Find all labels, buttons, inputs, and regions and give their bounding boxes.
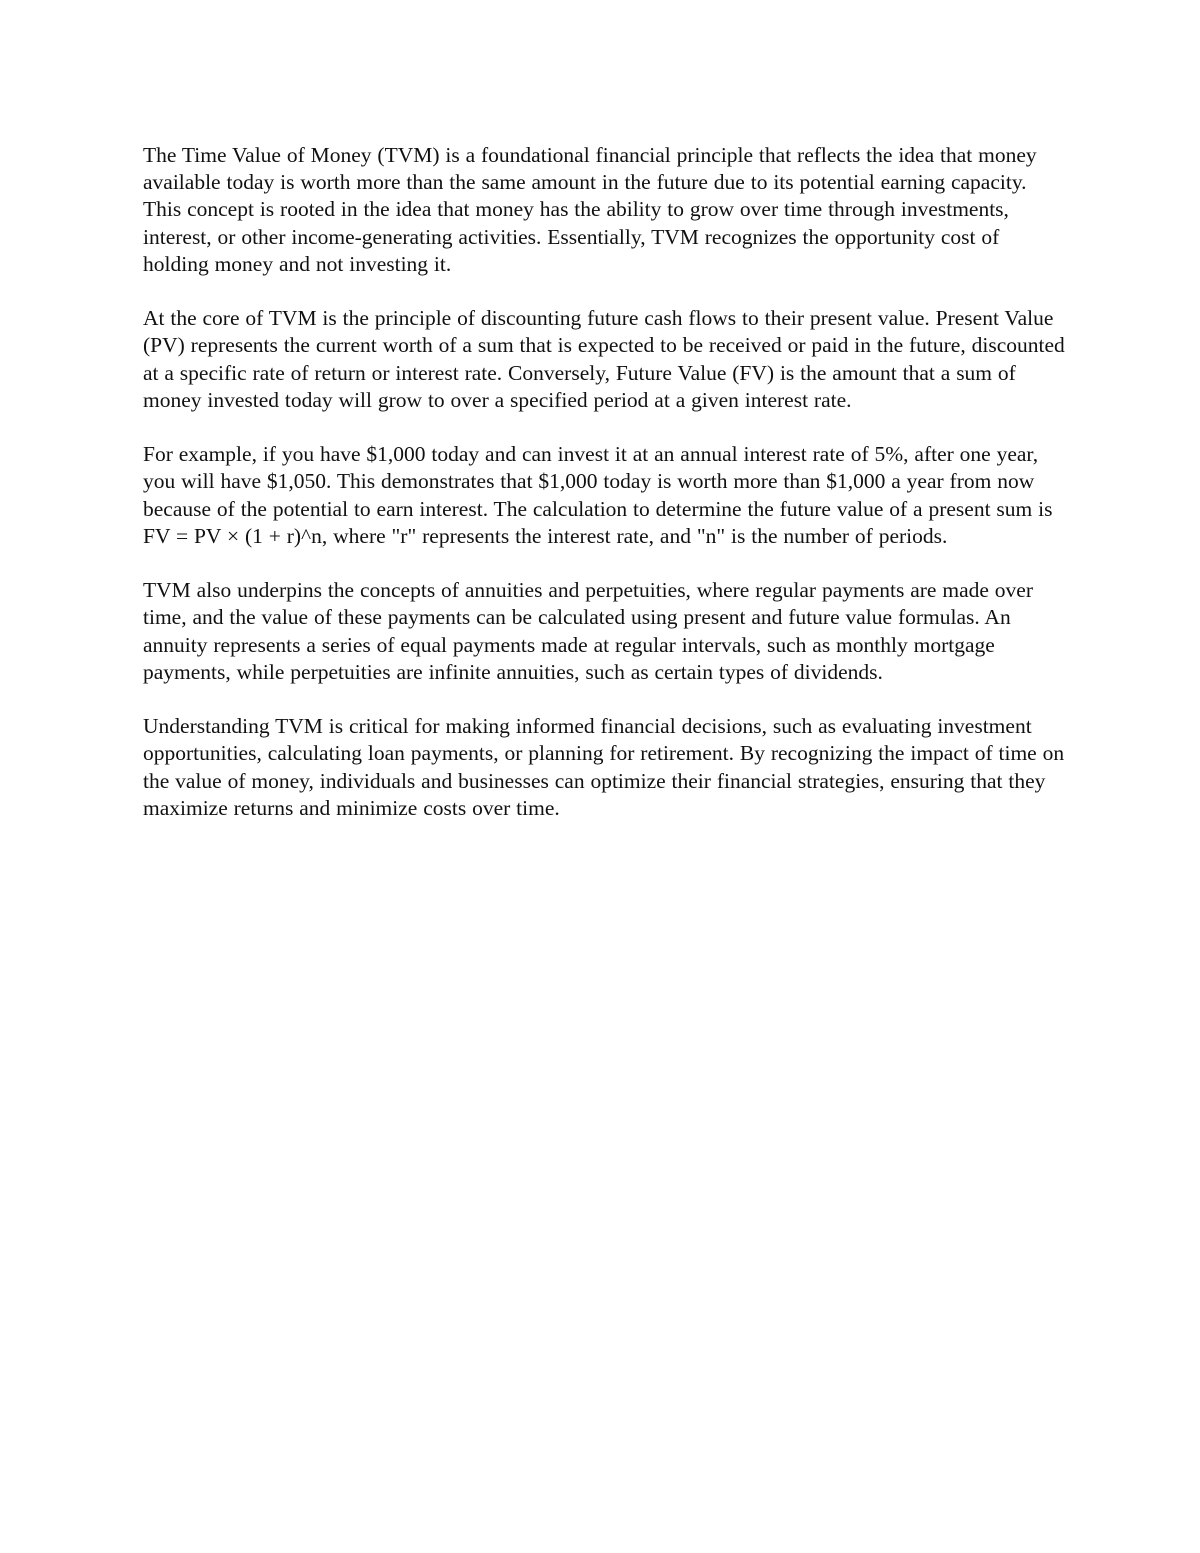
paragraph-example: For example, if you have $1,000 today and can invest it at an annual interest rate of 5%, after one year, you will have $1,050. This demonstrates that $1,000 today is worth more than $1,000 a year from now because of the potential to earn interest. The calculation to determine the future value of a present sum is FV = PV × (1 + r)^n, where "r" represents the interest rate, and "n" is the number of periods.	[143, 442, 1053, 548]
document-body	[143, 142, 1068, 849]
paragraph-conclusion: Understanding TVM is critical for making informed financial decisions, such as evaluating investment opportunities, calculating loan payments, or planning for retirement. By recognizing the impact of time on the value of money, individuals and businesses can optimize their financial strategies, ensuring that they maximize returns and minimize costs over time.	[143, 714, 1065, 820]
paragraph-intro: The Time Value of Money (TVM) is a foundational financial principle that reflects the idea that money available today is worth more than the same amount in the future due to its potential earning capacity. This concept is rooted in the idea that money has the ability to grow over time through investments, interest, or other income-generating activities. Essentially, TVM recognizes the opportunity cost of holding money and not investing it.	[143, 143, 1037, 276]
paragraph-present-value: At the core of TVM is the principle of discounting future cash flows to their present value. Present Value (PV) represents the current worth of a sum that is expected to be received or paid in the future, discounted at a specific rate of return or interest rate. Conversely, Future Value (FV) is the amount that a sum of money invested today will grow to over a specified period at a given interest rate.	[143, 306, 1065, 412]
paragraph-annuities: TVM also underpins the concepts of annuities and perpetuities, where regular payments are made over time, and the value of these payments can be calculated using present and future value formulas. An annuity represents a series of equal payments made at regular intervals, such as monthly mortgage payments, while perpetuities are infinite annuities, such as certain types of dividends.	[143, 578, 1033, 684]
